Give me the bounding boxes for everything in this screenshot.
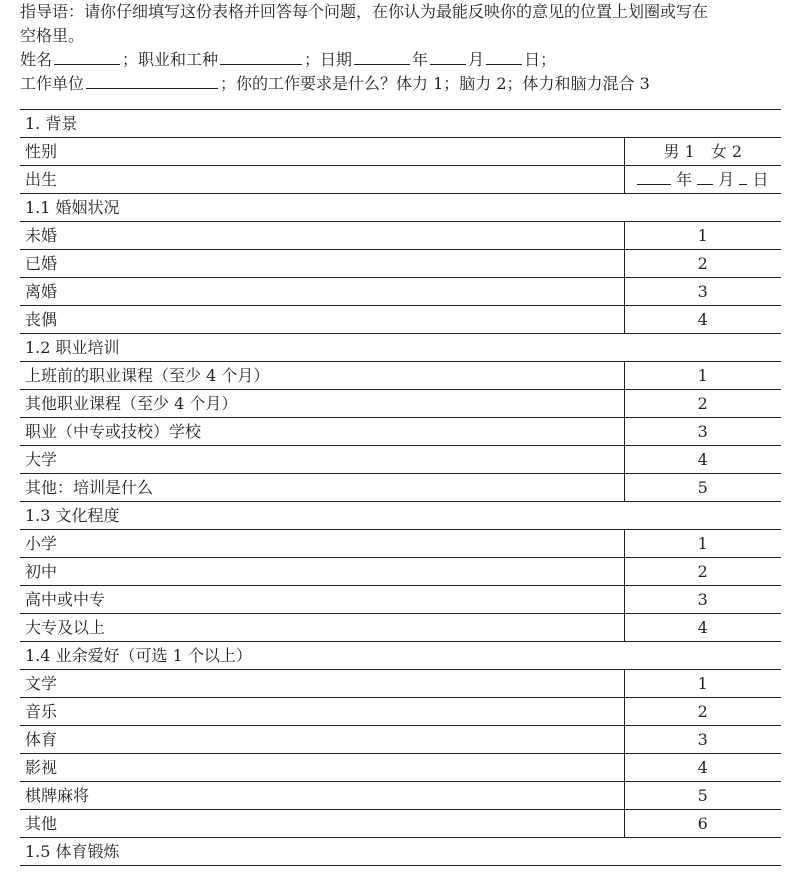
row-label: 大学	[20, 446, 624, 474]
table-row	[20, 726, 781, 754]
work-requirement-text: ；你的工作要求是什么？体力 1；脑力 2；体力和脑力混合 3	[220, 74, 650, 93]
section-background	[20, 110, 781, 138]
answer-code[interactable]: 5	[624, 474, 781, 502]
row-label: 初中	[20, 558, 624, 586]
birth-day-field[interactable]	[739, 170, 747, 185]
table-row	[20, 698, 781, 726]
answer-code[interactable]: 2	[624, 390, 781, 418]
row-label: 体育	[20, 726, 624, 754]
month-label: 月	[468, 50, 485, 69]
answer-code[interactable]: 3	[624, 586, 781, 614]
form-header	[20, 0, 795, 96]
answer-code[interactable]: 3	[624, 726, 781, 754]
row-label: 音乐	[20, 698, 624, 726]
section-title: 1.4 业余爱好（可选 1 个以上）	[20, 642, 781, 670]
answer-code[interactable]: 2	[624, 698, 781, 726]
table-row-birth	[20, 166, 781, 194]
section-header	[20, 838, 781, 866]
workplace-label: 工作单位	[20, 74, 85, 93]
gender-options[interactable]: 男 1 女 2	[624, 138, 781, 166]
answer-code[interactable]: 1	[624, 362, 781, 390]
workplace-field[interactable]	[86, 73, 218, 89]
row-label: 未婚	[20, 222, 624, 250]
table-row	[20, 754, 781, 782]
occupation-label: ；职业和工种	[122, 50, 219, 69]
instructions-line-2: 空格里。	[20, 26, 85, 45]
table-row	[20, 782, 781, 810]
answer-code[interactable]: 4	[624, 754, 781, 782]
row-label: 影视	[20, 754, 624, 782]
table-row	[20, 362, 781, 390]
section-title: 1.2 职业培训	[20, 334, 781, 362]
answer-code[interactable]: 2	[624, 558, 781, 586]
answer-code[interactable]: 3	[624, 418, 781, 446]
answer-code[interactable]: 1	[624, 670, 781, 698]
day-label: 日；	[524, 50, 557, 69]
table-row	[20, 586, 781, 614]
table-row	[20, 530, 781, 558]
row-label: 文学	[20, 670, 624, 698]
row-label: 其他	[20, 810, 624, 838]
date-day-field[interactable]	[486, 49, 522, 65]
birth-date-cell[interactable]	[624, 166, 781, 194]
work-info-line	[20, 72, 795, 96]
table-row	[20, 418, 781, 446]
table-row	[20, 250, 781, 278]
table-row	[20, 278, 781, 306]
questionnaire-table	[20, 109, 781, 866]
answer-code[interactable]: 6	[624, 810, 781, 838]
row-label: 丧偶	[20, 306, 624, 334]
row-label: 高中或中专	[20, 586, 624, 614]
row-label: 离婚	[20, 278, 624, 306]
table-row	[20, 810, 781, 838]
date-month-field[interactable]	[430, 49, 466, 65]
section-title: 1.3 文化程度	[20, 502, 781, 530]
table-row	[20, 474, 781, 502]
row-label: 性别	[20, 138, 624, 166]
section-header	[20, 194, 781, 222]
row-label: 大专及以上	[20, 614, 624, 642]
name-label: 姓名	[20, 50, 53, 69]
table-row	[20, 390, 781, 418]
row-label: 已婚	[20, 250, 624, 278]
name-field[interactable]	[54, 49, 120, 65]
table-row	[20, 614, 781, 642]
row-label: 棋牌麻将	[20, 782, 624, 810]
row-label: 其他职业课程（至少 4 个月）	[20, 390, 624, 418]
section-title: 1. 背景	[20, 110, 781, 138]
section-header	[20, 642, 781, 670]
table-row	[20, 670, 781, 698]
instructions-line-1: 指导语：请你仔细填写这份表格并回答每个问题，在你认为最能反映你的意见的位置上划圈或写在	[20, 2, 709, 21]
table-row	[20, 222, 781, 250]
birth-month-label: 月	[718, 170, 735, 189]
section-header	[20, 502, 781, 530]
birth-day-label: 日	[752, 170, 769, 189]
birth-month-field[interactable]	[697, 170, 713, 185]
row-label: 其他：培训是什么	[20, 474, 624, 502]
table-row	[20, 306, 781, 334]
answer-code[interactable]: 2	[624, 250, 781, 278]
answer-code[interactable]: 1	[624, 530, 781, 558]
birth-year-field[interactable]	[637, 170, 671, 185]
date-label: ；日期	[304, 50, 353, 69]
occupation-field[interactable]	[220, 49, 302, 65]
row-label: 小学	[20, 530, 624, 558]
table-row	[20, 446, 781, 474]
answer-code[interactable]: 4	[624, 446, 781, 474]
date-year-field[interactable]	[354, 49, 410, 65]
birth-year-label: 年	[676, 170, 693, 189]
answer-code[interactable]: 1	[624, 222, 781, 250]
year-label: 年	[412, 50, 429, 69]
table-row-gender	[20, 138, 781, 166]
answer-code[interactable]: 4	[624, 614, 781, 642]
row-label: 上班前的职业课程（至少 4 个月）	[20, 362, 624, 390]
answer-code[interactable]: 3	[624, 278, 781, 306]
row-label: 出生	[20, 166, 624, 194]
table-row	[20, 558, 781, 586]
row-label: 职业（中专或技校）学校	[20, 418, 624, 446]
answer-code[interactable]: 4	[624, 306, 781, 334]
section-title: 1.1 婚姻状况	[20, 194, 781, 222]
personal-info-line	[20, 48, 795, 72]
answer-code[interactable]: 5	[624, 782, 781, 810]
section-title: 1.5 体育锻炼	[20, 838, 781, 866]
section-header	[20, 334, 781, 362]
